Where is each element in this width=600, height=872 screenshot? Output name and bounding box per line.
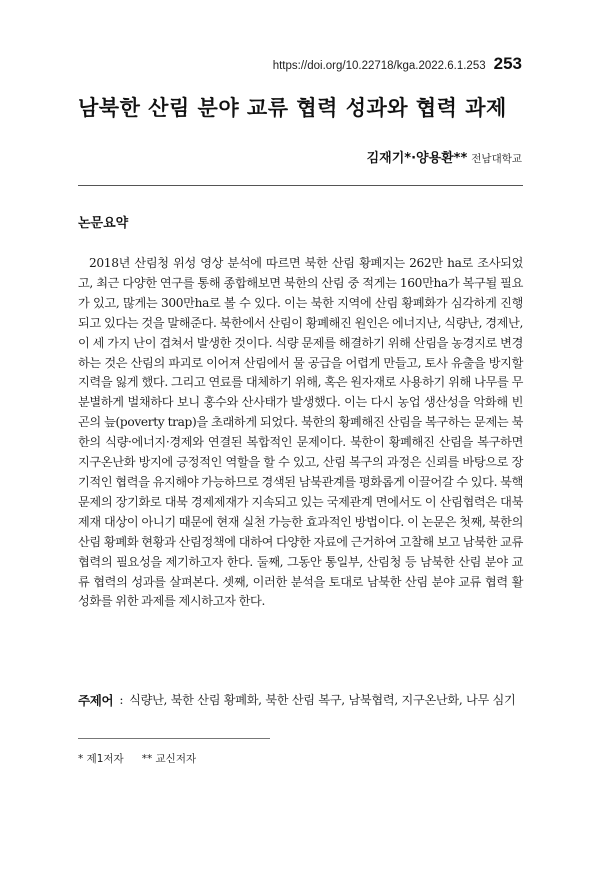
abstract-body: 2018년 산림청 위성 영상 분석에 따르면 북한 산림 황폐지는 262만 ha로 조사되었고, 최근 다양한 연구를 통해 종합해보면 북한의 산림 중 적게는 160만ha가 복구될 필요가 있고, 많게는 300만ha로 볼 수 있다. 이는 북한 지역에 산림 황폐화가 심각하게 진행되고 있다는 것을 말해준다. 북한에서 산림이 황폐해진 원인은 에너지난, 식량난, 경제난, 이 세 가지 난이 겹쳐서 발생한 것이다. 식량 문제를 해결하기 위해 산림을 농경지로 변경하는 것은 산림의 파괴로 이어져 산림에서 물 공급을 어렵게 만들고, 토사 유출을 방지할 지력을 잃게 했다. 그리고 연료를 대체하기 위해, 혹은 원자재로 사용하기 위해 나무를 무분별하게 벌채하다 보니 홍수와 산사태가 발생했다. 이는 다시 농업 생산성을 악화해 빈곤의 늪(poverty trap)을 초래하게 되었다. 북한의 황폐해진 산림을 복구하는 문제는 북한의 식량·에너지·경제와 연결된 복합적인 문제이다. 북한이 황폐해진 산림을 복구하면 지구온난화 방지에 긍정적인 역할을 할 수 있고, 산림 복구의 과정은 신뢰를 바탕으로 장기적인 협력을 유지해야 가능하므로 경색된 남북관계를 평화롭게 이끌어갈 수 있다. 북핵 문제의 장기화로 대북 경제제재가 지속되고 있는 국제관계 면에서도 이 산림협력은 대북 제재 대상이 아니기 때문에 현재 실천 가능한 효과적인 방법이다. 이 논문은 첫째, 북한의 산림 황폐화 현황과 산림정책에 대하여 다양한 자료에 근거하여 고찰해 보고 남북한 교류 협력의 필요성을 제기하고자 한다. 둘째, 그동안 통일부, 산림청 등 남북한 산림 분야 교류 협력의 성과를 살펴본다. 셋째, 이러한 분석을 토대로 남북한 산림 분야 교류 협력 활성화를 위한 과제를 제시하고자 한다. — [78, 256, 523, 609]
author-names: 김재기*·양용환** — [366, 151, 468, 166]
author-line — [367, 147, 522, 166]
author-affiliation: 전남대학교 — [471, 153, 522, 165]
footnotes — [78, 751, 196, 766]
keywords-label: 주제어 — [78, 693, 114, 708]
abstract-heading: 논문요약 — [78, 216, 129, 231]
doi-link[interactable]: https://doi.org/10.22718/kga.2022.6.1.253 — [272, 60, 486, 72]
paper-title: 남북한 산림 분야 교류 협력 성과와 협력 과제 — [78, 95, 507, 120]
footnote-first-author: * 제1저자 — [78, 753, 124, 765]
keywords-section — [78, 691, 523, 710]
keywords-list: 식량난, 북한 산림 황폐화, 북한 산림 복구, 남북협력, 지구온난화, 나무 심기 — [129, 693, 516, 707]
page-header — [273, 54, 522, 74]
page-number: 253 — [493, 54, 522, 73]
footnote-divider — [78, 738, 270, 739]
title-divider — [78, 185, 523, 186]
footnote-corresponding-author: ** 교신저자 — [141, 753, 197, 765]
keywords-separator: : — [119, 693, 124, 707]
